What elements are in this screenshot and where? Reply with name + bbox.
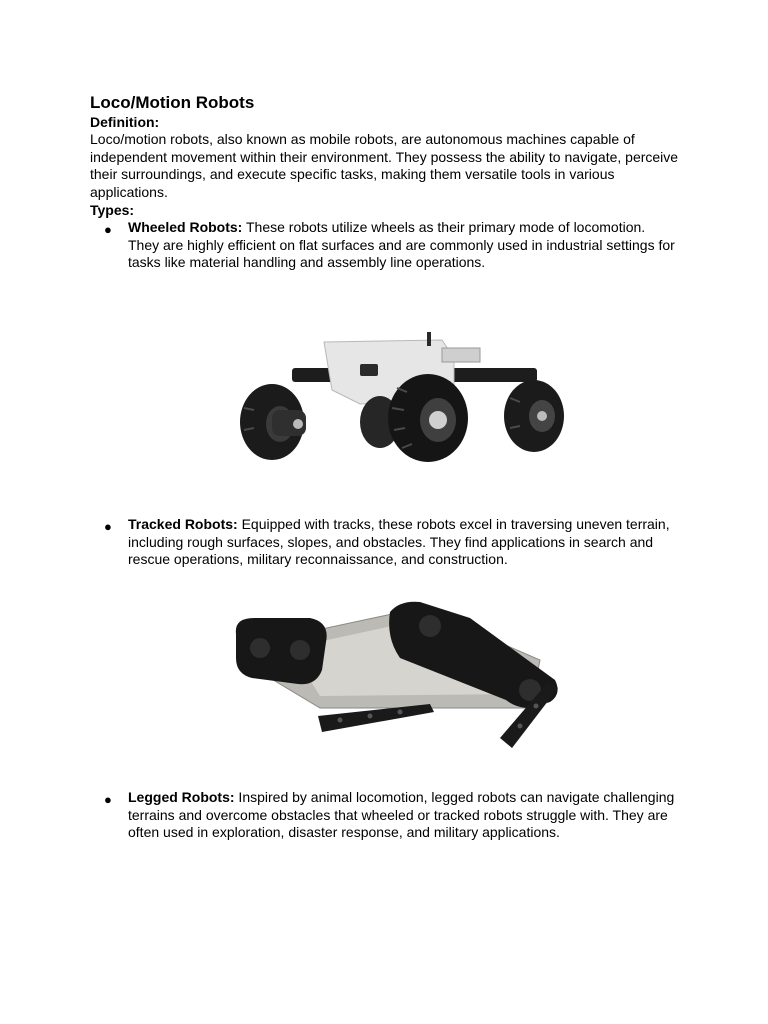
definition-label: Definition: <box>90 114 160 130</box>
list-item-wheeled <box>128 219 676 272</box>
definition-text: Loco/motion robots, also known as mobile robots, are autonomous machines capable of independent movement within their environment. They possess the ability to navigate, perceive their surroundings, and execute specific tasks, making them versatile tools in various applications. <box>90 131 679 200</box>
item-description: Inspired by animal locomotion, legged robots can navigate challenging terrains and overcome obstacles that wheeled or tracked robots struggle with. They are often used in exploration, disaster response, and military applications. <box>128 789 675 840</box>
wheeled-robot-image <box>232 318 577 466</box>
page-title: Loco/Motion Robots <box>90 93 255 112</box>
item-name: Tracked Robots: <box>128 516 238 532</box>
types-label: Types: <box>90 202 135 218</box>
item-description: Equipped with tracks, these robots excel in traversing uneven terrain, including rough surfaces, slopes, and obstacles. They find applications in search and rescue operations, military reconnaissance, and construction. <box>128 516 670 567</box>
list-item-tracked <box>128 516 676 569</box>
bullet-marker: ● <box>104 519 112 534</box>
tracked-robot-image <box>230 598 565 756</box>
list-item-legged <box>128 789 676 842</box>
item-name: Wheeled Robots: <box>128 219 243 235</box>
bullet-marker: ● <box>104 222 112 237</box>
item-name: Legged Robots: <box>128 789 235 805</box>
bullet-marker: ● <box>104 792 112 807</box>
item-description: These robots utilize wheels as their primary mode of locomotion. They are highly efficient on flat surfaces and are commonly used in industrial settings for tasks like material handling and assembly line operations. <box>128 219 675 270</box>
